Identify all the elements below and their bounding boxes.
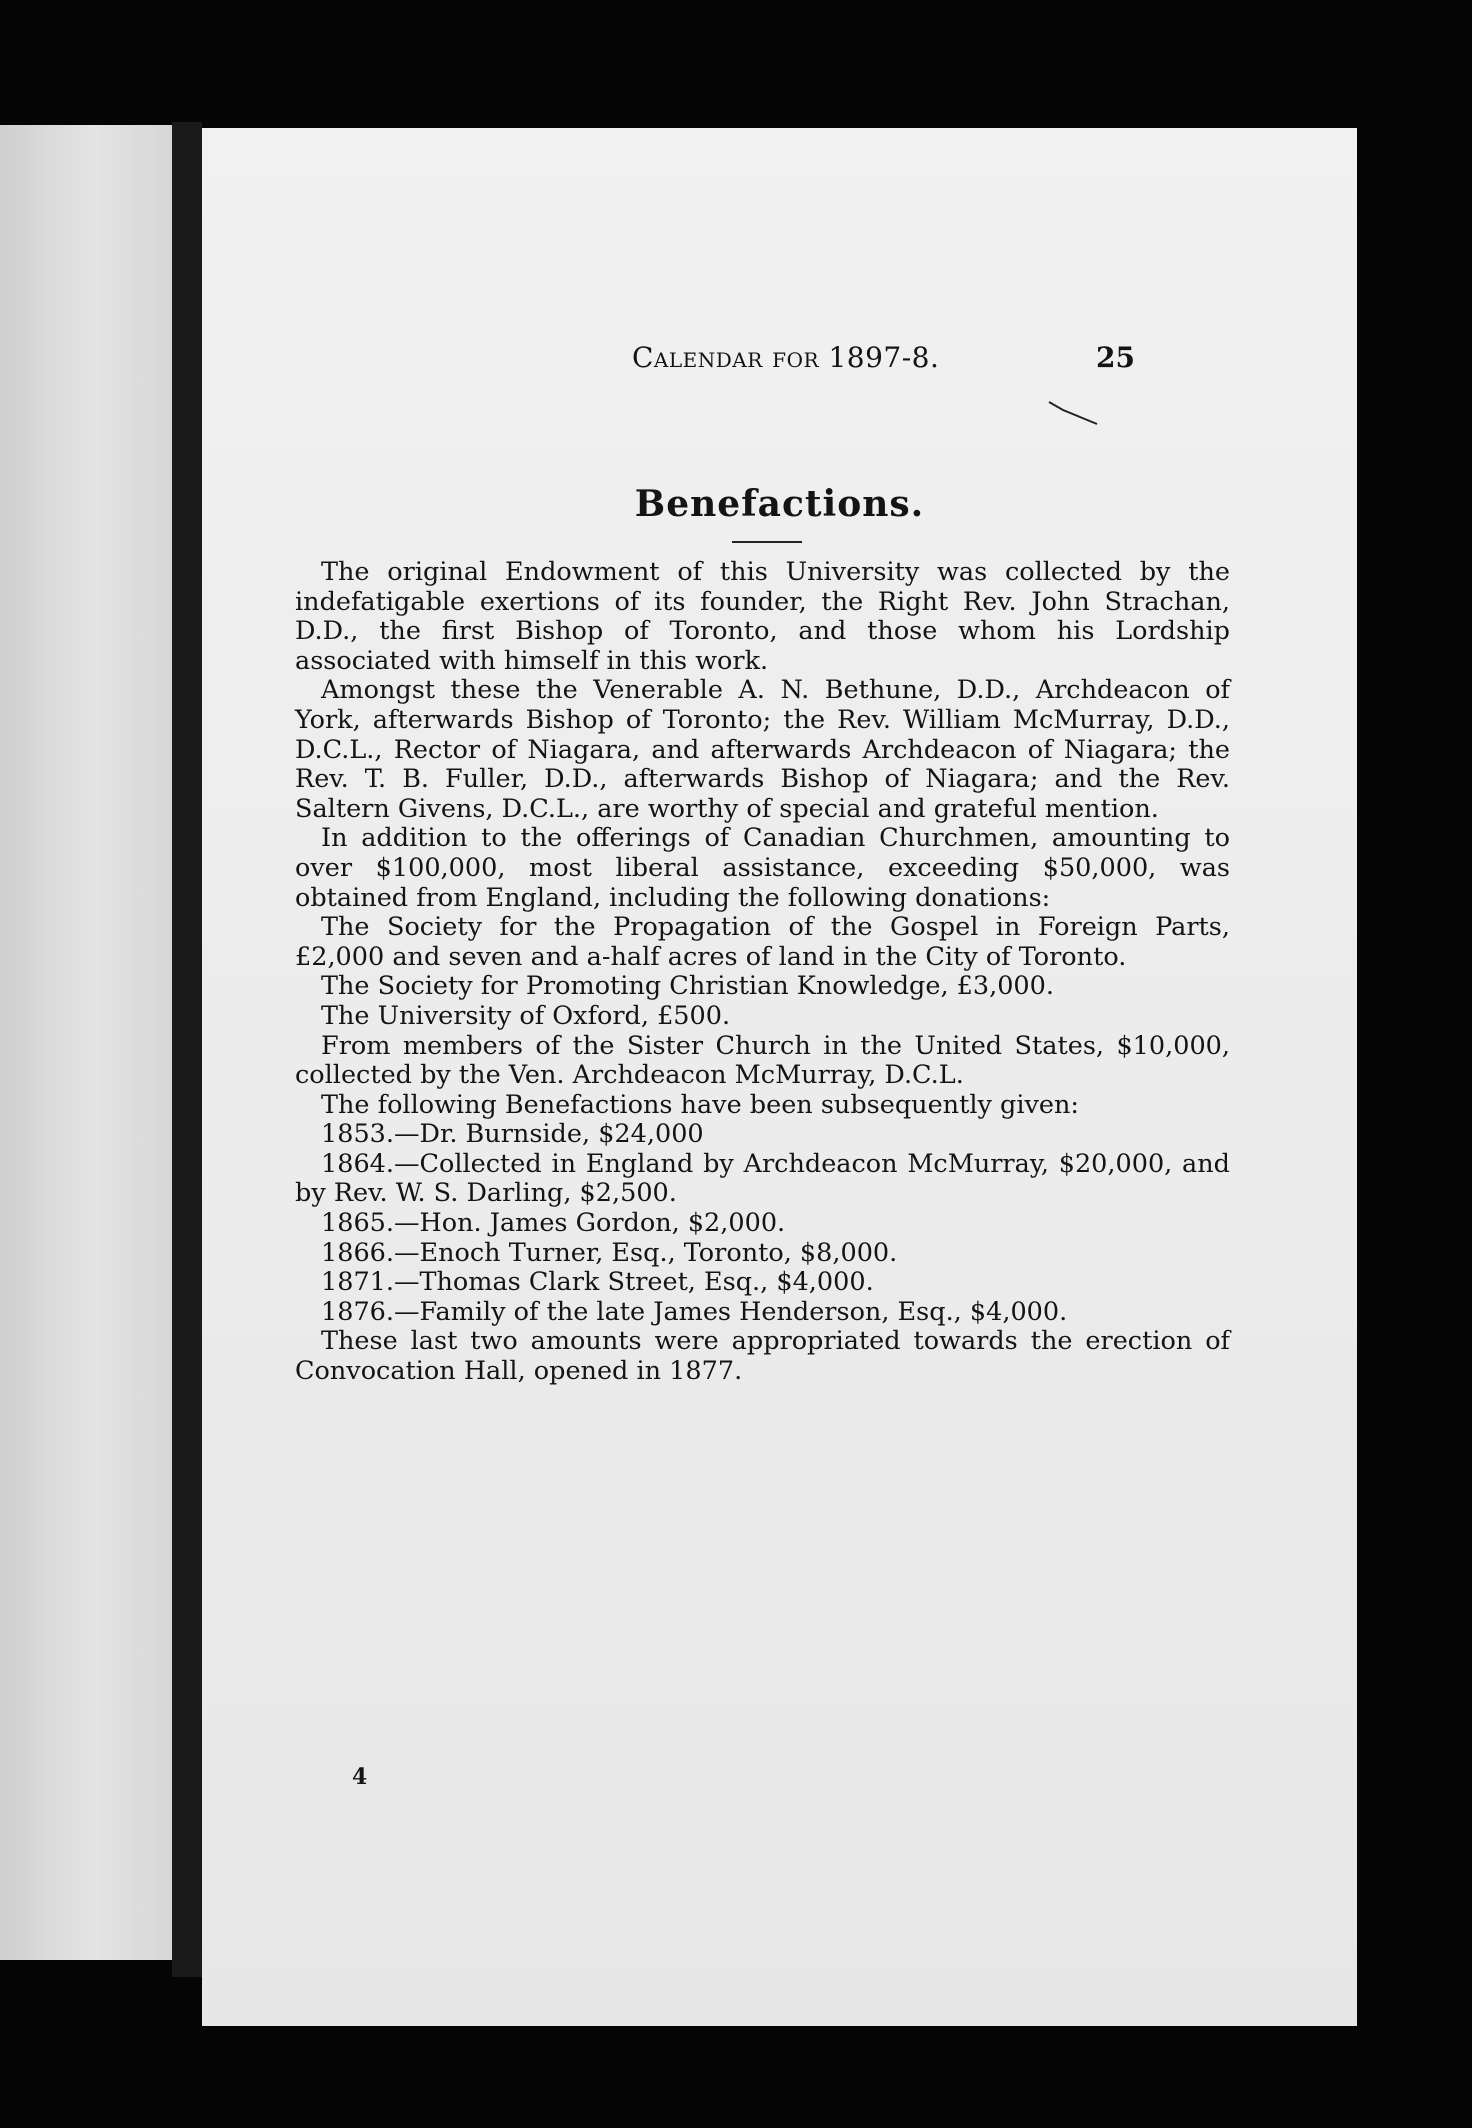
benefaction-entry: 1864.—Collected in England by Archdeacon McMurray, $20,000, and by Rev. W. S. Darling, $2,500. [295,1148,1230,1209]
page-number: 25 [1096,341,1135,374]
paragraph: From members of the Sister Church in the United States, $10,000, collected by the Ven. Archdeacon McMurray, D.C.L. [295,1030,1230,1091]
benefaction-entry: 1876.—Family of the late James Henderson, Esq., $4,000. [321,1296,1068,1327]
running-head-title: Calendar for [632,341,820,374]
paragraph: The Society for the Propagation of the Gospel in Foreign Parts, £2,000 and seven and a-half acres of land in the City of Toronto. [295,912,1230,972]
pen-mark-icon [1045,396,1100,426]
benefaction-entry: 1871.—Thomas Clark Street, Esq., $4,000. [321,1267,874,1298]
paragraph: The original Endowment of this University was collected by the indefatigable exertions of its founder, the Right Rev. John Strachan, D.D., the first Bishop of Toronto, and those whom his Lordship associated with himself in this work. [295,557,1230,676]
document-page [202,128,1357,2026]
paragraph: The University of Oxford, £500. [321,1000,731,1031]
paragraph: The following Benefactions have been subsequently given: [321,1089,1079,1120]
running-head [632,341,1332,374]
benefactions-list [295,1120,1230,1327]
section-title: Benefactions. [634,483,925,525]
benefaction-entry: 1866.—Enoch Turner, Esq., Toronto, $8,000. [321,1237,898,1268]
paragraph: Amongst these the Venerable A. N. Bethune, D.D., Archdeacon of York, afterwards Bishop of Toronto; the Rev. William McMurray, D.D., D.C.L., Rector of Niagara, and afterwards Archdeacon of Niagara; the Rev. T. B. Fuller, D.D., afterwards Bishop of Niagara; and the Rev. Saltern Givens, D.C.L., are worthy of special and grateful mention. [295,675,1230,824]
paragraph: In addition to the offerings of Canadian Churchmen, amounting to over $100,000, most liberal assistance, exceeding $50,000, was obtained from England, including the following donations: [295,823,1230,913]
closing-paragraph: These last two amounts were appropriated towards the erection of Convocation Hall, opened in 1877. [295,1326,1230,1387]
benefaction-entry: 1865.—Hon. James Gordon, $2,000. [321,1208,786,1239]
book-spine [172,122,202,1977]
signature-mark: 4 [352,1764,368,1790]
running-head-year: 1897-8. [828,341,940,374]
facing-page [0,125,172,1960]
body-text [295,558,1230,1387]
title-divider [732,541,802,543]
paragraph: The Society for Promoting Christian Knowledge, £3,000. [321,971,1054,1002]
benefaction-entry: 1853.—Dr. Burnside, $24,000 [321,1119,704,1150]
